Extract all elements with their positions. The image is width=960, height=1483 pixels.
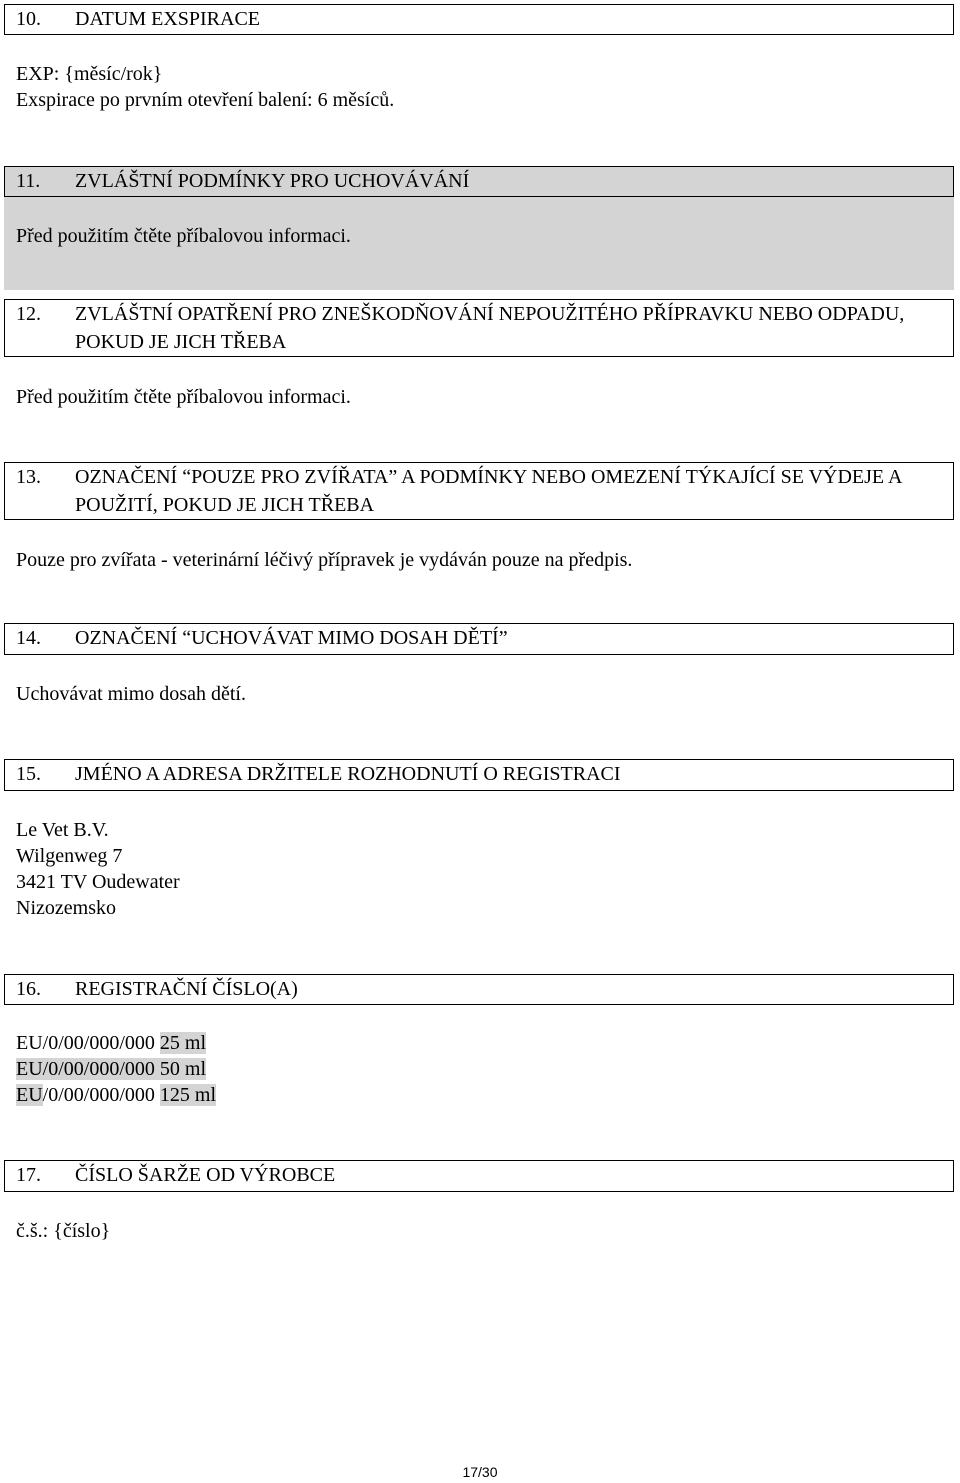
- registration-item: [16, 1082, 216, 1108]
- section-number: 16.: [16, 978, 41, 1000]
- registration-number: EU/0/00/000/000: [16, 1032, 155, 1054]
- pack-size: 25 ml: [159, 1032, 207, 1054]
- section-14-header: [4, 623, 954, 655]
- holder-city: 3421 TV Oudewater: [16, 871, 180, 893]
- section-14-body: Uchovávat mimo dosah dětí.: [16, 683, 246, 705]
- expiry-after-opening-line: Exspirace po prvním otevření balení: 6 měsíců.: [16, 89, 395, 111]
- holder-country: Nizozemsko: [16, 897, 116, 919]
- section-11-body: Před použitím čtěte příbalovou informaci.: [16, 225, 351, 247]
- registration-item: [16, 1056, 216, 1082]
- section-10-body: [16, 61, 394, 113]
- section-number: 14.: [16, 627, 41, 649]
- section-title: REGISTRAČNÍ ČÍSLO(A): [75, 978, 298, 1000]
- holder-name: Le Vet B.V.: [16, 819, 109, 841]
- pack-size: 50 ml: [159, 1058, 207, 1080]
- registration-number: /0/00/000/000: [42, 1084, 155, 1106]
- section-13-header: [4, 462, 954, 520]
- holder-street: Wilgenweg 7: [16, 845, 123, 867]
- section-12-body: Před použitím čtěte příbalovou informaci.: [16, 386, 351, 408]
- section-11-header: [4, 166, 954, 197]
- section-number: 17.: [16, 1164, 41, 1186]
- expiry-line: EXP: {měsíc/rok}: [16, 63, 163, 85]
- section-17-body: č.š.: {číslo}: [16, 1220, 111, 1242]
- section-title: OZNAČENÍ “UCHOVÁVAT MIMO DOSAH DĚTÍ”: [75, 627, 508, 649]
- section-10-header: [4, 4, 954, 35]
- section-number: 10.: [16, 8, 41, 30]
- registration-number: EU/0/00/000/000: [16, 1058, 155, 1080]
- section-title: ZVLÁŠTNÍ PODMÍNKY PRO UCHOVÁVÁNÍ: [75, 170, 470, 192]
- section-15-body: [16, 817, 180, 921]
- section-16-header: [4, 974, 954, 1005]
- section-title: DATUM EXSPIRACE: [75, 8, 261, 30]
- section-16-body: [16, 1030, 216, 1108]
- registration-prefix: EU: [16, 1084, 43, 1106]
- section-number: 13.: [16, 466, 41, 488]
- pack-size: 125 ml: [159, 1084, 217, 1106]
- section-number: 11.: [16, 170, 41, 192]
- section-title: ČÍSLO ŠARŽE OD VÝROBCE: [75, 1164, 336, 1186]
- section-number: 15.: [16, 763, 41, 785]
- section-title: ZVLÁŠTNÍ OPATŘENÍ PRO ZNEŠKODŇOVÁNÍ NEPOUŽITÉHO PŘÍPRAVKU NEBO ODPADU, POKUD JE JICH TŘEBA: [75, 303, 905, 353]
- section-12-header: [4, 299, 954, 357]
- registration-item: [16, 1030, 216, 1056]
- section-15-header: [4, 759, 954, 791]
- section-title: JMÉNO A ADRESA DRŽITELE ROZHODNUTÍ O REGISTRACI: [75, 763, 621, 785]
- section-title: OZNAČENÍ “POUZE PRO ZVÍŘATA” A PODMÍNKY NEBO OMEZENÍ TÝKAJÍCÍ SE VÝDEJE A POUŽITÍ, POKUD JE JICH TŘEBA: [75, 466, 902, 516]
- section-13-body: Pouze pro zvířata - veterinární léčivý přípravek je vydáván pouze na předpis.: [16, 549, 633, 571]
- section-number: 12.: [16, 303, 41, 325]
- page-number: 17/30: [462, 1464, 498, 1480]
- section-17-header: [4, 1160, 954, 1192]
